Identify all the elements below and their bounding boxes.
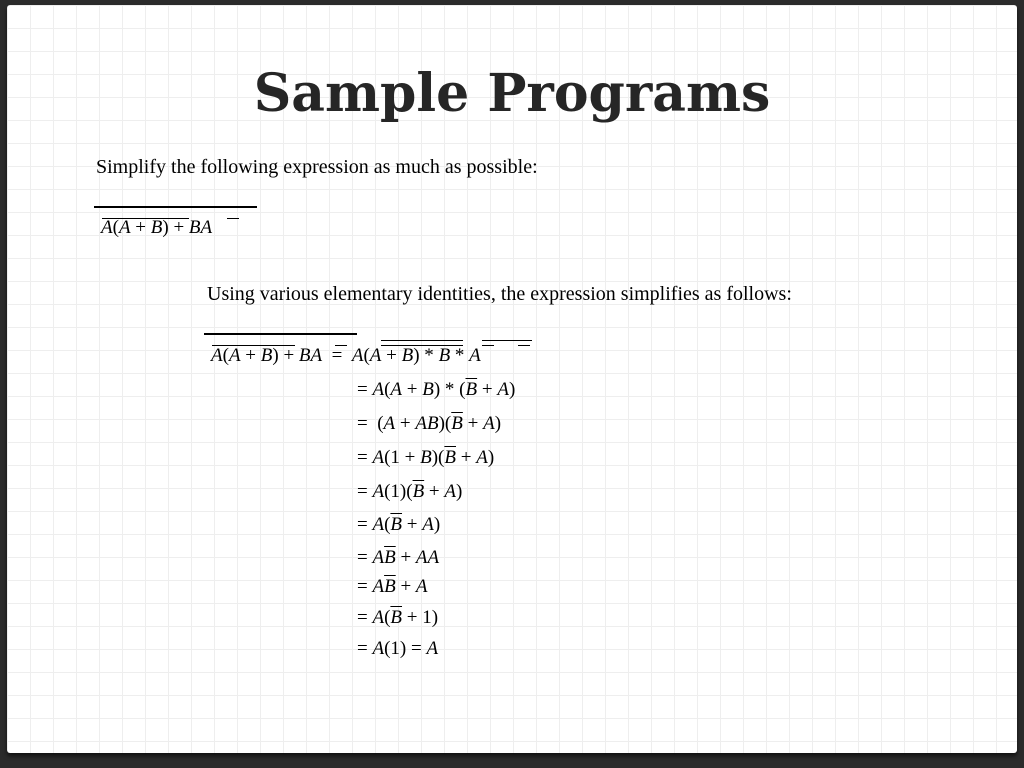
expression-rule: [94, 206, 257, 208]
problem-text: Simplify the following expression as much as possible:: [96, 156, 538, 178]
simplification-step: = $A(A + B) * (\overline{B} + A)$: [357, 379, 516, 400]
simplification-step: = $A\overline{B}$ + AA: [357, 547, 440, 568]
original-expression: A(A + B) + BA: [101, 217, 213, 238]
simplification-step: A(A + B) + BA = A(A + B) * B * A: [211, 345, 481, 366]
simplification-step: = A(1) = A: [357, 638, 439, 659]
simplification-step: = $(A + AB)(\overline{B} + A)$: [357, 413, 502, 434]
solution-intro: Using various elementary identities, the expression simplifies as follows:: [207, 283, 792, 305]
overbar: [381, 340, 463, 341]
slide-title: Sample Programs: [253, 63, 771, 124]
simplification-step: = $A(1 + B)(\overline{B} + A)$: [357, 447, 495, 468]
overbar: [518, 345, 530, 346]
overbar: [482, 340, 532, 341]
overbar: [227, 218, 239, 219]
solution-rule: [204, 333, 357, 335]
simplification-step: = $A\overline{B} + A$: [357, 576, 428, 597]
simplification-step: = $A(\overline{B} + 1)$: [357, 607, 439, 628]
overbar: [482, 345, 494, 346]
simplification-step: = $A(1)(\overline{B} + A)$: [357, 481, 463, 502]
simplification-step: = $A(\overline{B} + A)$: [357, 514, 441, 535]
slide: [7, 5, 1017, 753]
